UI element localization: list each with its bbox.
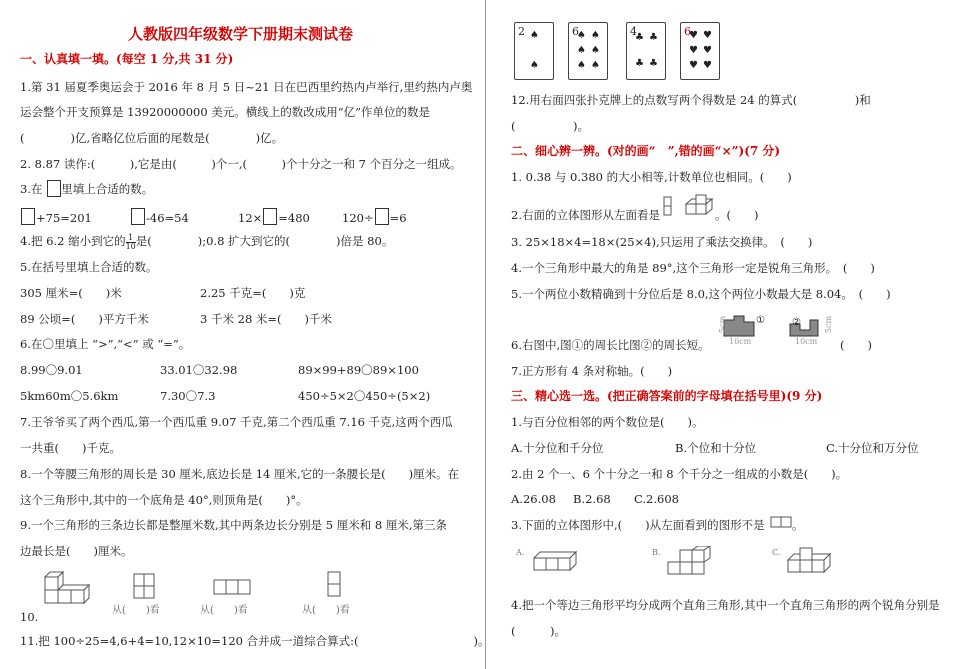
section-heading-fill: 一、认真填一填。(每空 1 分,共 31 分) bbox=[20, 52, 234, 66]
judge-6-width-label-2: 10cm bbox=[795, 337, 818, 346]
judge-2: 2.右面的立体图形从左面看是 bbox=[511, 208, 660, 222]
choice-3-figure-a bbox=[530, 548, 592, 578]
question-5a: 305 厘米=( )米 bbox=[20, 286, 122, 300]
answer-box[interactable] bbox=[263, 208, 277, 225]
section-heading-judge: 二、细心辨一辨。(对的画“ ”,错的画“×”)(7 分) bbox=[511, 144, 781, 158]
question-1-line2: 运会整个开支预算是 13920000000 美元。横线上的数改成用“亿”作单位的数是 bbox=[20, 105, 431, 119]
question-3 bbox=[20, 182, 153, 196]
choice-4-line2: ( )。 bbox=[511, 624, 566, 638]
view-label-3: 从( )看 bbox=[302, 605, 350, 616]
question-7-line1: 7.王爷爷买了两个西瓜,第一个西瓜重 9.07 千克,第二个西瓜重 7.16 千克,这两个西瓜 bbox=[20, 415, 453, 429]
judge-2-answer: 。( ) bbox=[715, 208, 759, 222]
answer-box bbox=[47, 180, 61, 197]
choice-4-line1: 4.把一个等边三角形平均分成两个直角三角形,其中一个直角三角形的两个锐角分别是 bbox=[511, 598, 940, 612]
choice-1-option-b: B.个位和十分位 bbox=[675, 441, 757, 455]
choice-3-label-a: A. bbox=[516, 548, 525, 557]
judge-1: 1. 0.38 与 0.380 的大小相等,计数单位也相同。( ) bbox=[511, 170, 792, 184]
cube-stack-figure bbox=[40, 568, 90, 608]
choice-3-end: 。 bbox=[792, 518, 804, 532]
choice-3-figure-c bbox=[784, 546, 850, 580]
fraction: $\frac{1}{10}$ bbox=[125, 233, 136, 251]
question-8-line1: 8.一个等腰三角形的周长是 30 厘米,底边长是 14 厘米,它的一条腰长是( )厘米。在 bbox=[20, 467, 460, 481]
view-label-2: 从( )看 bbox=[200, 605, 248, 616]
question-12-line2: ( )。 bbox=[511, 119, 589, 133]
column-divider bbox=[485, 0, 486, 669]
question-9-line1: 9.一个三角形的三条边长都是整厘米数,其中两条边长分别是 5 厘米和 8 厘米,第三条 bbox=[20, 518, 448, 532]
question-5c: 89 公顷=( )平方千米 bbox=[20, 312, 149, 326]
answer-box[interactable] bbox=[131, 208, 145, 225]
front-view-figure bbox=[212, 578, 254, 598]
judge-4: 4.一个三角形中最大的角是 89°,这个三角形一定是锐角三角形。 ( ) bbox=[511, 261, 875, 275]
choice-3-shape bbox=[770, 515, 792, 529]
question-5d: 3 千米 28 米=( )千米 bbox=[200, 312, 333, 326]
question-8-line2: 这个三角形中,其中的一个底角是 40°,则顶角是( )°。 bbox=[20, 493, 308, 507]
view-label-1: 从( )看 bbox=[112, 605, 160, 616]
question-7-line2: 一共重( )千克。 bbox=[20, 441, 121, 455]
judge-3: 3. 25×18×4=18×(25×4),只运用了乘法交换律。 ( ) bbox=[511, 235, 813, 249]
judge-6: 6.右图中,图①的周长比图②的周长短。 bbox=[511, 338, 710, 352]
top-view-figure bbox=[130, 572, 160, 602]
answer-box[interactable] bbox=[375, 208, 389, 225]
question-5b: 2.25 千克=( )克 bbox=[200, 286, 306, 300]
question-6c: 89×99+89〇89×100 bbox=[298, 363, 419, 377]
question-3-equation-1: +75=201 bbox=[20, 208, 92, 225]
playing-card-1: 2 ♠ ♠ bbox=[514, 22, 554, 80]
section-heading-choose: 三、精心选一选。(把正确答案前的字母填在括号里)(9 分) bbox=[511, 389, 823, 403]
question-3-equation-4: 120÷ =6 bbox=[342, 208, 407, 225]
judge-6-answer: ( ) bbox=[840, 338, 872, 352]
question-6d: 5km60m〇5.6km bbox=[20, 389, 119, 403]
question-6: 6.在〇里填上 “>”,“<” 或 “=”。 bbox=[20, 337, 191, 351]
judge-7: 7.正方形有 4 条对称轴。( ) bbox=[511, 364, 673, 378]
choice-1: 1.与百分位相邻的两个数位是( )。 bbox=[511, 415, 704, 429]
playing-card-2: 6 ♠ ♠ ♠ ♠ ♠ ♠ bbox=[568, 22, 608, 80]
playing-card-4: 6 ♥ ♥ ♥ ♥ ♥ ♥ bbox=[680, 22, 720, 80]
choice-3-figure-b bbox=[664, 546, 726, 580]
judge-6-height-label-2: 5cm bbox=[824, 315, 834, 334]
choice-3-label-c: C. bbox=[772, 548, 781, 557]
question-4: 4.把 6.2 缩小到它的 $\frac{1}{10}$ 是( );0.8 扩大到它的( )倍是 80。 bbox=[20, 233, 394, 251]
judge-2-figure bbox=[662, 194, 722, 218]
choice-2-option-b: B.2.68 bbox=[573, 492, 611, 506]
question-9-line2: 边最长是( )厘米。 bbox=[20, 544, 133, 558]
question-11: 11.把 100÷25=4,6+4=10,12×10=120 合并成一道综合算式:( )。 bbox=[20, 634, 490, 648]
question-10: 10. bbox=[20, 610, 39, 624]
side-view-figure bbox=[320, 570, 350, 600]
question-1-line3: ( )亿,省略亿位后面的尾数是( )亿。 bbox=[20, 131, 284, 145]
answer-box[interactable] bbox=[21, 208, 35, 225]
judge-6-label-1: ① bbox=[756, 315, 765, 326]
question-3-equation-2: -46=54 bbox=[130, 208, 189, 225]
judge-6-height-label: 5cm bbox=[718, 315, 728, 334]
judge-5: 5.一个两位小数精确到十分位后是 8.0,这个两位小数最大是 8.04。 ( ) bbox=[511, 287, 891, 301]
question-1-line1: 1.第 31 届夏季奥运会于 2016 年 8 月 5 日~21 日在巴西里约热内卢举行,里约热内卢奥 bbox=[20, 80, 473, 94]
choice-3: 3.下面的立体图形中,( )从左面看到的图形不是 bbox=[511, 518, 765, 532]
question-6f: 450÷5×2〇450÷(5×2) bbox=[298, 389, 431, 403]
judge-6-label-2: ② bbox=[792, 317, 801, 328]
question-6a: 8.99〇9.01 bbox=[20, 363, 83, 377]
choice-3-label-b: B. bbox=[652, 548, 661, 557]
judge-6-width-label-1: 10cm bbox=[729, 337, 752, 346]
choice-2-option-c: C.2.608 bbox=[634, 492, 679, 506]
choice-1-option-c: C.十分位和万分位 bbox=[826, 441, 919, 455]
page-title: 人教版四年级数学下册期末测试卷 bbox=[128, 25, 354, 43]
question-3-text: 3.在 里填上合适的数。 bbox=[20, 182, 154, 196]
question-2: 2. 8.87 读作:( ),它是由( )个一,( )个十分之一和 7 个百分之一组成。 bbox=[20, 157, 462, 171]
question-6b: 33.01〇32.98 bbox=[160, 363, 238, 377]
choice-1-option-a: A.十分位和千分位 bbox=[511, 441, 604, 455]
question-3-equation-3: 12× =480 bbox=[238, 208, 310, 225]
choice-2-option-a: A.26.08 bbox=[511, 492, 556, 506]
question-12-line1: 12.用右面四张扑克牌上的点数写两个得数是 24 的算式( )和 bbox=[511, 93, 871, 107]
question-6e: 7.30〇7.3 bbox=[160, 389, 216, 403]
choice-2: 2.由 2 个一、6 个十分之一和 8 个千分之一组成的小数是( )。 bbox=[511, 467, 848, 481]
question-5: 5.在括号里填上合适的数。 bbox=[20, 260, 158, 274]
playing-card-3: 4 ♣ ♣ ♣ ♣ bbox=[626, 22, 666, 80]
